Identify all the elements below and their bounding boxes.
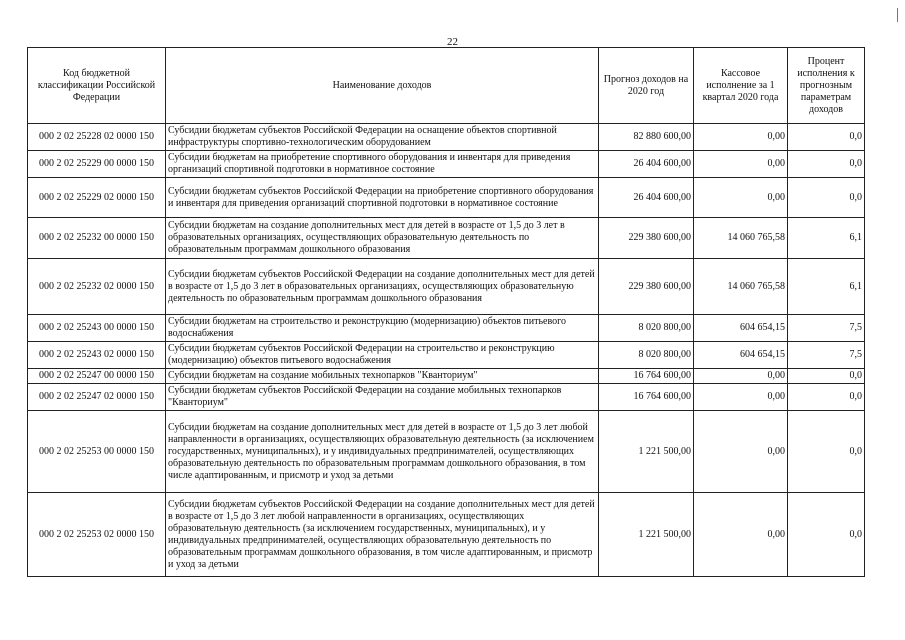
cell-percent: 0,0: [788, 384, 865, 411]
cell-forecast: 26 404 600,00: [599, 178, 694, 218]
header-forecast: Прогноз доходов на 2020 год: [599, 48, 694, 124]
cell-execution: 0,00: [694, 124, 788, 151]
cell-percent: 0,0: [788, 124, 865, 151]
cell-forecast: 26 404 600,00: [599, 151, 694, 178]
cell-forecast: 229 380 600,00: [599, 218, 694, 259]
cell-name: Субсидии бюджетам на строительство и реконструкцию (модернизацию) объектов питьевого водоснабжения: [166, 315, 599, 342]
header-code: Код бюджетной классификации Российской Федерации: [28, 48, 166, 124]
cell-execution: 0,00: [694, 411, 788, 493]
cell-code: 000 2 02 25232 02 0000 150: [28, 259, 166, 315]
cell-code: 000 2 02 25229 00 0000 150: [28, 151, 166, 178]
cell-name: Субсидии бюджетам на создание мобильных технопарков "Кванториум": [166, 369, 599, 384]
cell-execution: 0,00: [694, 384, 788, 411]
cell-name: Субсидии бюджетам субъектов Российской Федерации на создание мобильных технопарков "Кванториум": [166, 384, 599, 411]
cell-execution: 14 060 765,58: [694, 218, 788, 259]
cell-code: 000 2 02 25247 00 0000 150: [28, 369, 166, 384]
cell-forecast: 16 764 600,00: [599, 369, 694, 384]
cell-name: Субсидии бюджетам субъектов Российской Федерации на строительство и реконструкцию (модернизацию) объектов питьевого водоснабжения: [166, 342, 599, 369]
table-row: [28, 493, 865, 577]
header-name: Наименование доходов: [166, 48, 599, 124]
cell-code: 000 2 02 25232 00 0000 150: [28, 218, 166, 259]
cell-percent: 0,0: [788, 369, 865, 384]
cell-code: 000 2 02 25247 02 0000 150: [28, 384, 166, 411]
table-row: [28, 259, 865, 315]
cell-forecast: 1 221 500,00: [599, 493, 694, 577]
cell-execution: 604 654,15: [694, 342, 788, 369]
cell-execution: 0,00: [694, 151, 788, 178]
cell-percent: 7,5: [788, 315, 865, 342]
cell-forecast: 1 221 500,00: [599, 411, 694, 493]
cell-code: 000 2 02 25253 00 0000 150: [28, 411, 166, 493]
scan-edge-mark: [897, 8, 898, 22]
cell-code: 000 2 02 25243 02 0000 150: [28, 342, 166, 369]
cell-forecast: 16 764 600,00: [599, 384, 694, 411]
cell-name: Субсидии бюджетам субъектов Российской Федерации на приобретение спортивного оборудования и инвентаря для приведения организаций спортивной подготовки в нормативное состояние: [166, 178, 599, 218]
cell-code: 000 2 02 25229 02 0000 150: [28, 178, 166, 218]
cell-execution: 604 654,15: [694, 315, 788, 342]
cell-execution: 0,00: [694, 493, 788, 577]
cell-forecast: 8 020 800,00: [599, 315, 694, 342]
table-row: [28, 151, 865, 178]
cell-name: Субсидии бюджетам на приобретение спортивного оборудования и инвентаря для приведения организаций спортивной подготовки в нормативное состояние: [166, 151, 599, 178]
header-execution: Кассовое исполнение за 1 квартал 2020 года: [694, 48, 788, 124]
table-row: [28, 342, 865, 369]
cell-percent: 0,0: [788, 151, 865, 178]
header-percent: Процент исполнения к прогнозным параметрам доходов: [788, 48, 865, 124]
cell-percent: 6,1: [788, 218, 865, 259]
cell-forecast: 82 880 600,00: [599, 124, 694, 151]
cell-code: 000 2 02 25228 02 0000 150: [28, 124, 166, 151]
cell-percent: 6,1: [788, 259, 865, 315]
cell-execution: 0,00: [694, 369, 788, 384]
table-row: [28, 315, 865, 342]
cell-name: Субсидии бюджетам на создание дополнительных мест для детей в возрасте от 1,5 до 3 лет в образовательных организациях, осуществляющих образовательную деятельность по образовательным программам дошкольного образования: [166, 218, 599, 259]
table-body: [28, 124, 865, 577]
cell-percent: 0,0: [788, 178, 865, 218]
cell-forecast: 8 020 800,00: [599, 342, 694, 369]
cell-name: Субсидии бюджетам субъектов Российской Федерации на оснащение объектов спортивной инфраструктуры спортивно-технологическим оборудованием: [166, 124, 599, 151]
cell-name: Субсидии бюджетам субъектов Российской Федерации на создание дополнительных мест для детей в возрасте от 1,5 до 3 лет любой направленности в организациях, осуществляющих образовательную деятельность (за исключением государственных, муниципальных), и у индивидуальных предпринимателей, осуществляющих образовательную деятельность по образовательным программам дошкольного образования, в том числе адаптированным, и присмотр и уход за детьми: [166, 493, 599, 577]
cell-execution: 0,00: [694, 178, 788, 218]
table-row: [28, 218, 865, 259]
cell-code: 000 2 02 25253 02 0000 150: [28, 493, 166, 577]
table-row: [28, 411, 865, 493]
cell-percent: 7,5: [788, 342, 865, 369]
cell-percent: 0,0: [788, 411, 865, 493]
cell-name: Субсидии бюджетам субъектов Российской Федерации на создание дополнительных мест для детей в возрасте от 1,5 до 3 лет в образовательных организациях, осуществляющих образовательную деятельность по образовательным программам дошкольного образования: [166, 259, 599, 315]
table-row: [28, 178, 865, 218]
table-row: [28, 369, 865, 384]
cell-name: Субсидии бюджетам на создание дополнительных мест для детей в возрасте от 1,5 до 3 лет любой направленности в организациях, осуществляющих образовательную деятельность (за исключением государственных, муниципальных), и у индивидуальных предпринимателей, осуществляющих образовательную деятельность по образовательным программам дошкольного образования, в том числе адаптированным, и присмотр и уход за детьми: [166, 411, 599, 493]
table-row: [28, 124, 865, 151]
table-header-row: [28, 48, 865, 124]
cell-code: 000 2 02 25243 00 0000 150: [28, 315, 166, 342]
cell-percent: 0,0: [788, 493, 865, 577]
table-row: [28, 384, 865, 411]
revenue-table: [27, 47, 865, 577]
cell-forecast: 229 380 600,00: [599, 259, 694, 315]
cell-execution: 14 060 765,58: [694, 259, 788, 315]
page-number: 22: [447, 36, 458, 48]
